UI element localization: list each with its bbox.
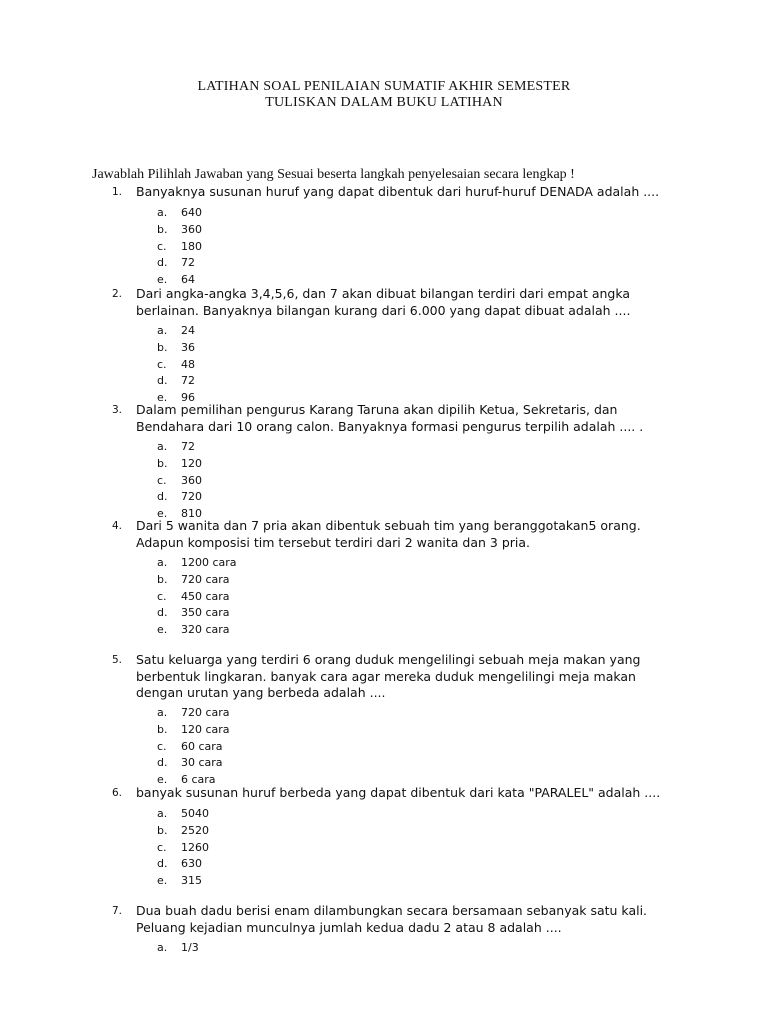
option-text: 360 [181,473,202,487]
answer-option [0,805,400,822]
option-letter: d. [157,857,168,871]
option-letter: c. [157,239,167,253]
answer-option [0,204,400,221]
option-text: 48 [181,357,195,371]
answer-option [0,372,400,389]
option-letter: a. [157,706,168,719]
option-letter: e. [157,874,168,888]
question-text-line: Satu keluarga yang terdiri 6 orang duduk mengelilingi sebuah meja makan yang [136,652,641,667]
option-text: 120 cara [181,722,230,736]
option-text: 36 [181,340,195,354]
answer-option [0,221,400,238]
option-text: 1260 [181,840,209,854]
answer-option [0,455,400,472]
answer-option [0,939,400,956]
question-number: 1. [112,186,123,198]
option-letter: e. [157,623,168,637]
question-text [136,518,696,551]
option-letter: b. [157,572,168,586]
option-letter: d. [157,374,168,388]
option-letter: b. [157,222,168,236]
question-text-line: Dari angka-angka 3,4,5,6, dan 7 akan dibuat bilangan terdiri dari empat angka [136,286,631,301]
title-line-1: LATIHAN SOAL PENILAIAN SUMATIF AKHIR SEMESTER [197,79,571,94]
question-text-line: berlainan. Banyaknya bilangan kurang dari 6.000 yang dapat dibuat adalah .... [136,302,631,318]
answer-option [0,254,400,271]
answer-option [0,588,400,605]
option-letter: c. [157,473,167,487]
option-text: 720 cara [181,706,230,719]
question-text-line: Banyaknya susunan huruf yang dapat dibentuk dari huruf-huruf DENADA adalah .... [136,184,660,199]
option-text: 640 [181,206,202,219]
option-letter: e. [157,507,168,521]
question-number: 6. [112,787,123,799]
option-text: 350 cara [181,606,230,620]
answer-option [0,822,400,839]
option-text: 64 [181,273,195,287]
question-text-line: dengan urutan yang berbeda adalah .... [136,685,386,700]
option-letter: a. [157,556,168,569]
answer-option [0,604,400,621]
option-text: 360 [181,222,202,236]
option-text: 810 [181,507,202,521]
answer-option [0,488,400,505]
answer-option [0,855,400,872]
option-text: 6 cara [181,773,216,787]
option-letter: d. [157,606,168,620]
option-text: 72 [181,374,195,388]
answer-option [0,238,400,255]
question-number: 7. [112,905,123,917]
option-text: 315 [181,874,202,888]
question-text-line: Dari 5 wanita dan 7 pria akan dibentuk sebuah tim yang beranggotakan5 orang. [136,518,641,533]
option-letter: a. [157,440,168,453]
question-text-line: Bendahara dari 10 orang calon. Banyaknya formasi pengurus terpilih adalah .... . [136,418,644,434]
option-letter: b. [157,722,168,736]
answer-option [0,621,400,638]
option-letter: d. [157,756,168,770]
option-letter: c. [157,357,167,371]
option-letter: a. [157,807,168,820]
option-text: 450 cara [181,589,230,603]
answer-option [0,738,400,755]
option-text: 60 cara [181,739,223,753]
option-letter: e. [157,773,168,787]
option-text: 96 [181,391,195,405]
option-text: 72 [181,256,195,270]
answer-option [0,754,400,771]
option-letter: b. [157,456,168,470]
option-text: 630 [181,857,202,871]
question-text-line: Dua buah dadu berisi enam dilambungkan secara bersamaan sebanyak satu kali. [136,903,648,918]
title-line-2: TULISKAN DALAM BUKU LATIHAN [265,95,503,110]
answer-option [0,322,400,339]
option-text: 24 [181,324,195,337]
instruction-text: Jawablah Pilihlah Jawaban yang Sesuai beserta langkah penyelesaian secara lengkap ! [92,167,575,182]
option-letter: e. [157,391,168,405]
question-text-line: banyak susunan huruf berbeda yang dapat dibentuk dari kata "PARALEL" adalah .... [136,785,661,800]
question-text [136,184,696,201]
question-text [136,402,696,435]
question-text [136,286,696,319]
answer-option [0,356,400,373]
answer-option [0,839,400,856]
question-number: 4. [112,520,123,532]
question-number: 5. [112,654,123,666]
question-text [136,785,696,802]
question-text-line: Dalam pemilihan pengurus Karang Taruna akan dipilih Ketua, Sekretaris, dan [136,402,618,417]
option-letter: a. [157,941,168,954]
question-number: 2. [112,288,123,300]
question-number: 3. [112,404,123,416]
option-letter: c. [157,840,167,854]
option-text: 180 [181,239,202,253]
option-text: 720 cara [181,572,230,586]
option-text: 720 [181,490,202,504]
option-text: 2520 [181,823,209,837]
option-text: 5040 [181,807,209,820]
question-text-line: Adapun komposisi tim tersebut terdiri dari 2 wanita dan 3 pria. [136,534,531,550]
option-letter: d. [157,490,168,504]
answer-option [0,554,400,571]
option-letter: c. [157,739,167,753]
option-text: 120 [181,456,202,470]
answer-option [0,704,400,721]
option-letter: a. [157,324,168,337]
answer-option [0,872,400,889]
option-text: 30 cara [181,756,223,770]
option-letter: d. [157,256,168,270]
option-text: 72 [181,440,195,453]
question-text-line: berbentuk lingkaran. banyak cara agar mereka duduk mengelilingi meja makan [136,668,636,684]
answer-option [0,571,400,588]
answer-option [0,438,400,455]
option-letter: c. [157,589,167,603]
question-text [136,652,696,702]
answer-option [0,339,400,356]
option-letter: a. [157,206,168,219]
document-title [0,79,768,111]
option-text: 1200 cara [181,556,237,569]
question-text-line: Peluang kejadian munculnya jumlah kedua dadu 2 atau 8 adalah .... [136,919,562,935]
option-letter: b. [157,340,168,354]
option-text: 320 cara [181,623,230,637]
option-letter: b. [157,823,168,837]
answer-option [0,721,400,738]
option-letter: e. [157,273,168,287]
question-text [136,903,696,936]
option-text: 1/3 [181,941,199,954]
answer-option [0,472,400,489]
